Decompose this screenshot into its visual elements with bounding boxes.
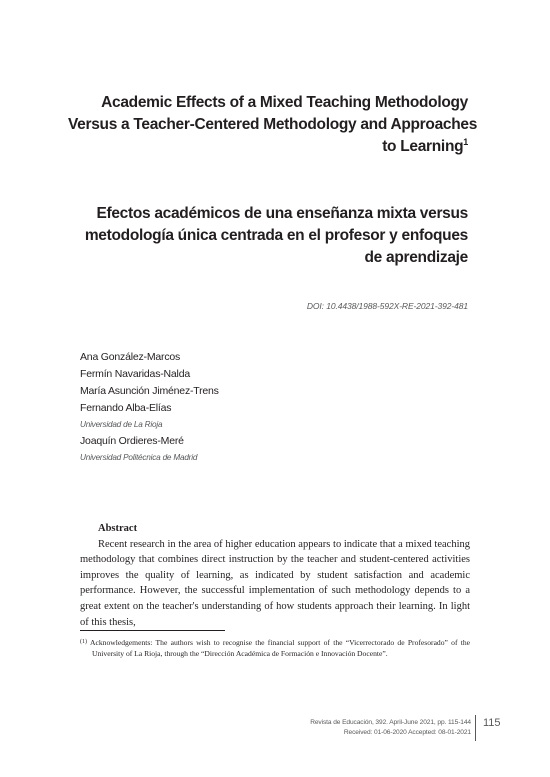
title-english-line-1: Academic Effects of a Mixed Teaching Methodology <box>101 94 468 111</box>
footnote <box>80 637 470 659</box>
author-name: María Asunción Jiménez-Trens <box>80 385 219 397</box>
page-number: 115 <box>483 717 501 729</box>
author-name: Joaquín Ordieres-Meré <box>80 435 184 447</box>
title-english <box>68 92 478 158</box>
doi: DOI: 10.4438/1988-592X-RE-2021-392-481 <box>306 301 468 311</box>
title-spanish-line-2: metodología única centrada en el profesor y enfoques <box>84 227 468 244</box>
title-spanish-line-1: Efectos académicos de una enseñanza mixta versus <box>96 205 468 222</box>
abstract <box>80 521 470 630</box>
footnote-mark: (1) <box>80 639 87 645</box>
author-name: Fermín Navaridas-Nalda <box>80 368 190 380</box>
abstract-heading: Abstract <box>98 523 138 534</box>
title-spanish-line-3: de aprendizaje <box>364 249 468 266</box>
title-spanish <box>68 203 468 269</box>
journal-citation: Revista de Educación, 392. April-June 2021, pp. 115-144 <box>310 719 471 726</box>
author-name: Fernando Alba-Elías <box>80 402 172 414</box>
footer-divider <box>475 715 476 741</box>
author-name: Ana González-Marcos <box>80 351 181 363</box>
footnote-divider <box>80 630 225 631</box>
author-affiliation: Universidad Politécnica de Madrid <box>80 453 198 462</box>
title-footnote-ref: 1 <box>463 137 468 147</box>
journal-info <box>310 718 471 737</box>
title-english-line-2: Versus a Teacher-Centered Methodology and Approaches <box>68 116 478 133</box>
abstract-text: Recent research in the area of higher education appears to indicate that a mixed teaching methodology that combines direct instruction by the teacher and student-centered activities improves the quality of learning, as indicated by student satisfaction and academic performance. However, the successful implementation of such methodology depends to a great extent on the teacher's understanding of how students approach their learning. In light of this thesis, <box>80 538 470 628</box>
author-affiliation: Universidad de La Rioja <box>80 420 163 429</box>
journal-dates: Received: 01-06-2020 Accepted: 08-01-2021 <box>343 728 471 736</box>
author-list <box>80 349 219 466</box>
footnote-text: Acknowledgements: The authors wish to recognise the financial support of the “Vicerrectorado de Profesorado” of the University of La Rioja, through the “Dirección Académica de Formación e Innovación Docente”. <box>90 638 470 658</box>
title-english-line-3: to Learning$^1$ <box>382 137 468 155</box>
